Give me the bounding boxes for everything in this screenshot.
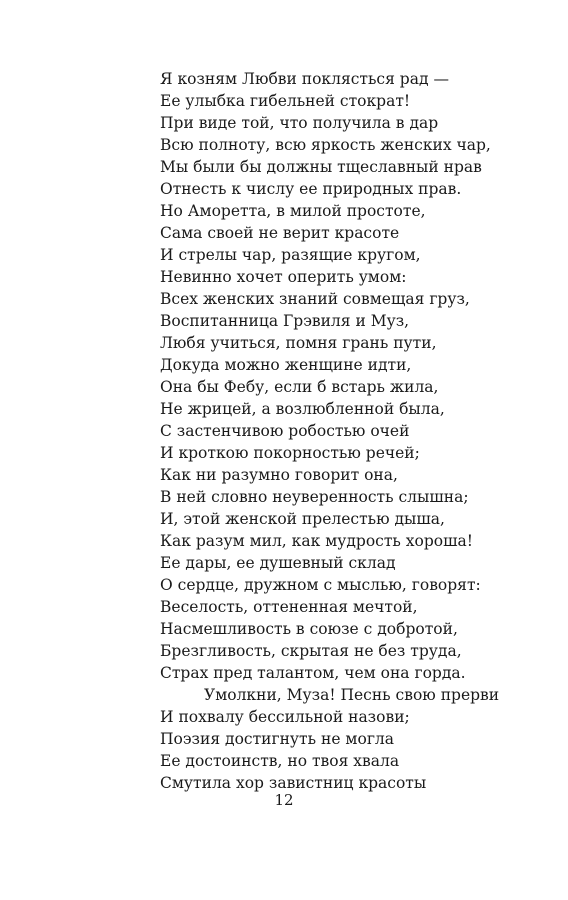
poem-line: Умолкни, Муза! Песнь свою прерви xyxy=(204,686,500,704)
poem-line: Сама своей не верит красоте xyxy=(160,224,400,242)
poem-line: Веселость, оттененная мечтой, xyxy=(160,598,418,616)
poem-line: В ней словно неуверенность слышна; xyxy=(160,488,469,506)
poem-line: Любя учиться, помня грань пути, xyxy=(160,334,437,352)
poem-line: С застенчивою робостью очей xyxy=(160,422,410,440)
poem-line: Всю полноту, всю яркость женских чар, xyxy=(160,136,491,154)
poem-line: Как разум мил, как мудрость хороша! xyxy=(160,532,474,550)
poem-line: О сердце, дружном с мыслью, говорят: xyxy=(160,576,481,594)
poem-line: И кроткою покорностью речей; xyxy=(160,444,420,462)
poem-line: Отнесть к числу ее природных прав. xyxy=(160,180,462,198)
poem-line: Мы были бы должны тщеславный нрав xyxy=(160,158,482,176)
poem-line: Докуда можно женщине идти, xyxy=(160,356,412,374)
poem-line: Ее улыбка гибельней стократ! xyxy=(160,92,411,110)
poem-line: Но Аморетта, в милой простоте, xyxy=(160,202,426,220)
poem-line: При виде той, что получила в дар xyxy=(160,114,439,132)
page-number: 12 xyxy=(274,791,294,809)
poem-line: И, этой женской прелестью дыша, xyxy=(160,510,445,528)
poem-line: Поэзия достигнуть не могла xyxy=(160,730,395,748)
poem-line: Я козням Любви поклясться рад — xyxy=(160,70,449,88)
poem-line: Ее дары, ее душевный склад xyxy=(160,554,396,572)
poem-line: Невинно хочет оперить умом: xyxy=(160,268,407,286)
poem-line: Всех женских знаний совмещая груз, xyxy=(160,290,470,308)
poem-line: И похвалу бессильной назови; xyxy=(160,708,410,726)
poem-line: Брезгливость, скрытая не без труда, xyxy=(160,642,462,660)
poem-line: Как ни разумно говорит она, xyxy=(160,466,398,484)
poem-text-block xyxy=(160,68,550,794)
poem-line: Ее достоинств, но твоя хвала xyxy=(160,752,400,770)
poem-line: Страх пред талантом, чем она горда. xyxy=(160,664,466,682)
poem-line: Воспитанница Грэвиля и Муз, xyxy=(160,312,410,330)
poem-line: Насмешливость в союзе с добротой, xyxy=(160,620,458,638)
poem-line: И стрелы чар, разящие кругом, xyxy=(160,246,421,264)
poem-line: Смутила хор завистниц красоты xyxy=(160,774,427,792)
poem-line: Не жрицей, а возлюбленной была, xyxy=(160,400,445,418)
poem-line: Она бы Фебу, если б встарь жила, xyxy=(160,378,439,396)
